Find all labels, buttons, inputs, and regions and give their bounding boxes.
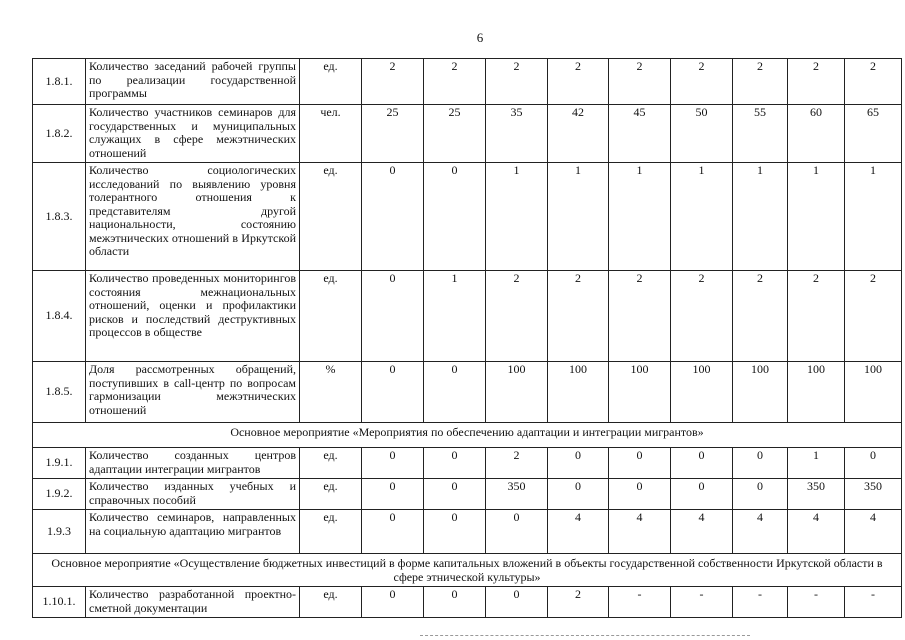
row-value: 4	[733, 510, 788, 554]
row-value: 0	[733, 479, 788, 510]
row-code: 1.8.3.	[33, 163, 86, 271]
row-value: 1	[609, 163, 671, 271]
row-description: Количество семинаров, направленных на социальную адаптацию мигрантов	[86, 510, 300, 554]
row-value: 350	[845, 479, 902, 510]
row-unit: ед.	[300, 587, 362, 618]
row-code: 1.8.4.	[33, 271, 86, 362]
row-description: Количество социологических исследований по выявлению уровня толерантного отношения к представителям другой национальности, состоянию межэтнических отношений в Иркутской области	[86, 163, 300, 271]
row-value: 0	[671, 479, 733, 510]
row-value: 100	[845, 362, 902, 423]
table-row	[33, 448, 902, 479]
row-value: 0	[609, 479, 671, 510]
row-value: 35	[486, 105, 548, 163]
row-value: 1	[788, 448, 845, 479]
row-value: 0	[362, 510, 424, 554]
section-title: Основное мероприятие «Осуществление бюджетных инвестиций в форме капитальных вложений в объекты государственной собственности Иркутской области в сфере этнической культуры»	[33, 554, 902, 587]
table-row	[33, 163, 902, 271]
row-code: 1.8.2.	[33, 105, 86, 163]
row-value: 2	[609, 271, 671, 362]
row-value: 1	[845, 163, 902, 271]
row-description: Количество созданных центров адаптации интеграции мигрантов	[86, 448, 300, 479]
section-title: Основное мероприятие «Мероприятия по обеспечению адаптации и интеграции мигрантов»	[33, 423, 902, 448]
page-bottom-divider	[420, 635, 750, 636]
row-value: 0	[362, 271, 424, 362]
row-value: 0	[424, 510, 486, 554]
row-description: Количество проведенных мониторингов состояния межнациональных отношений, оценки и профилактики рисков и последствий деструктивных процессов в обществе	[86, 271, 300, 362]
row-description: Количество участников семинаров для государственных и муниципальных служащих в сфере межэтнических отношений	[86, 105, 300, 163]
indicators-table	[32, 58, 902, 618]
row-value: 2	[788, 271, 845, 362]
row-value: 2	[548, 587, 609, 618]
row-value: 45	[609, 105, 671, 163]
row-value: 100	[788, 362, 845, 423]
row-value: 2	[609, 59, 671, 105]
row-value: 4	[845, 510, 902, 554]
table-row	[33, 271, 902, 362]
row-value: 0	[548, 448, 609, 479]
row-value: -	[609, 587, 671, 618]
row-value: -	[733, 587, 788, 618]
row-value: 0	[362, 479, 424, 510]
row-description: Доля рассмотренных обращений, поступивших в call-центр по вопросам гармонизации межэтнических отношений	[86, 362, 300, 423]
row-value: 0	[424, 479, 486, 510]
row-code: 1.10.1.	[33, 587, 86, 618]
row-description: Количество изданных учебных и справочных пособий	[86, 479, 300, 510]
row-value: 100	[486, 362, 548, 423]
row-value: 4	[671, 510, 733, 554]
row-value: 1	[424, 271, 486, 362]
row-value: 0	[362, 163, 424, 271]
row-value: 2	[362, 59, 424, 105]
row-value: 0	[424, 448, 486, 479]
row-value: -	[788, 587, 845, 618]
row-unit: ед.	[300, 510, 362, 554]
row-value: 2	[733, 59, 788, 105]
row-value: 2	[548, 59, 609, 105]
row-value: 100	[548, 362, 609, 423]
row-value: 25	[362, 105, 424, 163]
row-value: -	[845, 587, 902, 618]
row-value: 2	[486, 271, 548, 362]
row-value: 65	[845, 105, 902, 163]
row-value: 0	[609, 448, 671, 479]
table-row	[33, 105, 902, 163]
row-value: 0	[362, 362, 424, 423]
row-value: 2	[548, 271, 609, 362]
row-value: 2	[788, 59, 845, 105]
row-value: 350	[486, 479, 548, 510]
row-code: 1.8.5.	[33, 362, 86, 423]
row-value: 1	[671, 163, 733, 271]
row-value: 0	[424, 362, 486, 423]
table-body	[33, 59, 902, 618]
row-description: Количество заседаний рабочей группы по реализации государственной программы	[86, 59, 300, 105]
row-value: 2	[424, 59, 486, 105]
row-value: 0	[362, 587, 424, 618]
row-value: 4	[609, 510, 671, 554]
row-value: 50	[671, 105, 733, 163]
row-value: 0	[845, 448, 902, 479]
row-value: 2	[486, 59, 548, 105]
row-value: 1	[733, 163, 788, 271]
section-row	[33, 554, 902, 587]
table-row	[33, 510, 902, 554]
row-value: 0	[424, 587, 486, 618]
table-row	[33, 587, 902, 618]
row-unit: чел.	[300, 105, 362, 163]
row-value: -	[671, 587, 733, 618]
row-description: Количество разработанной проектно-сметной документации	[86, 587, 300, 618]
row-unit: ед.	[300, 448, 362, 479]
row-value: 2	[486, 448, 548, 479]
row-value: 0	[486, 510, 548, 554]
row-value: 0	[733, 448, 788, 479]
row-value: 100	[609, 362, 671, 423]
row-code: 1.9.1.	[33, 448, 86, 479]
row-unit: ед.	[300, 479, 362, 510]
row-value: 2	[733, 271, 788, 362]
row-code: 1.8.1.	[33, 59, 86, 105]
row-unit: ед.	[300, 271, 362, 362]
table-row	[33, 479, 902, 510]
table-row	[33, 59, 902, 105]
row-value: 2	[845, 59, 902, 105]
row-value: 4	[788, 510, 845, 554]
row-value: 4	[548, 510, 609, 554]
row-unit: %	[300, 362, 362, 423]
row-unit: ед.	[300, 59, 362, 105]
row-value: 25	[424, 105, 486, 163]
page-number: 6	[476, 30, 484, 45]
row-value: 42	[548, 105, 609, 163]
row-value: 2	[671, 59, 733, 105]
table-row	[33, 362, 902, 423]
row-value: 55	[733, 105, 788, 163]
row-value: 0	[486, 587, 548, 618]
row-value: 2	[671, 271, 733, 362]
row-value: 1	[486, 163, 548, 271]
row-value: 100	[733, 362, 788, 423]
row-unit: ед.	[300, 163, 362, 271]
row-value: 1	[548, 163, 609, 271]
row-value: 2	[845, 271, 902, 362]
row-value: 100	[671, 362, 733, 423]
row-code: 1.9.2.	[33, 479, 86, 510]
row-value: 0	[548, 479, 609, 510]
row-value: 0	[671, 448, 733, 479]
row-value: 350	[788, 479, 845, 510]
section-row	[33, 423, 902, 448]
row-value: 1	[788, 163, 845, 271]
row-value: 0	[362, 448, 424, 479]
row-value: 60	[788, 105, 845, 163]
row-value: 0	[424, 163, 486, 271]
row-code: 1.9.3	[33, 510, 86, 554]
